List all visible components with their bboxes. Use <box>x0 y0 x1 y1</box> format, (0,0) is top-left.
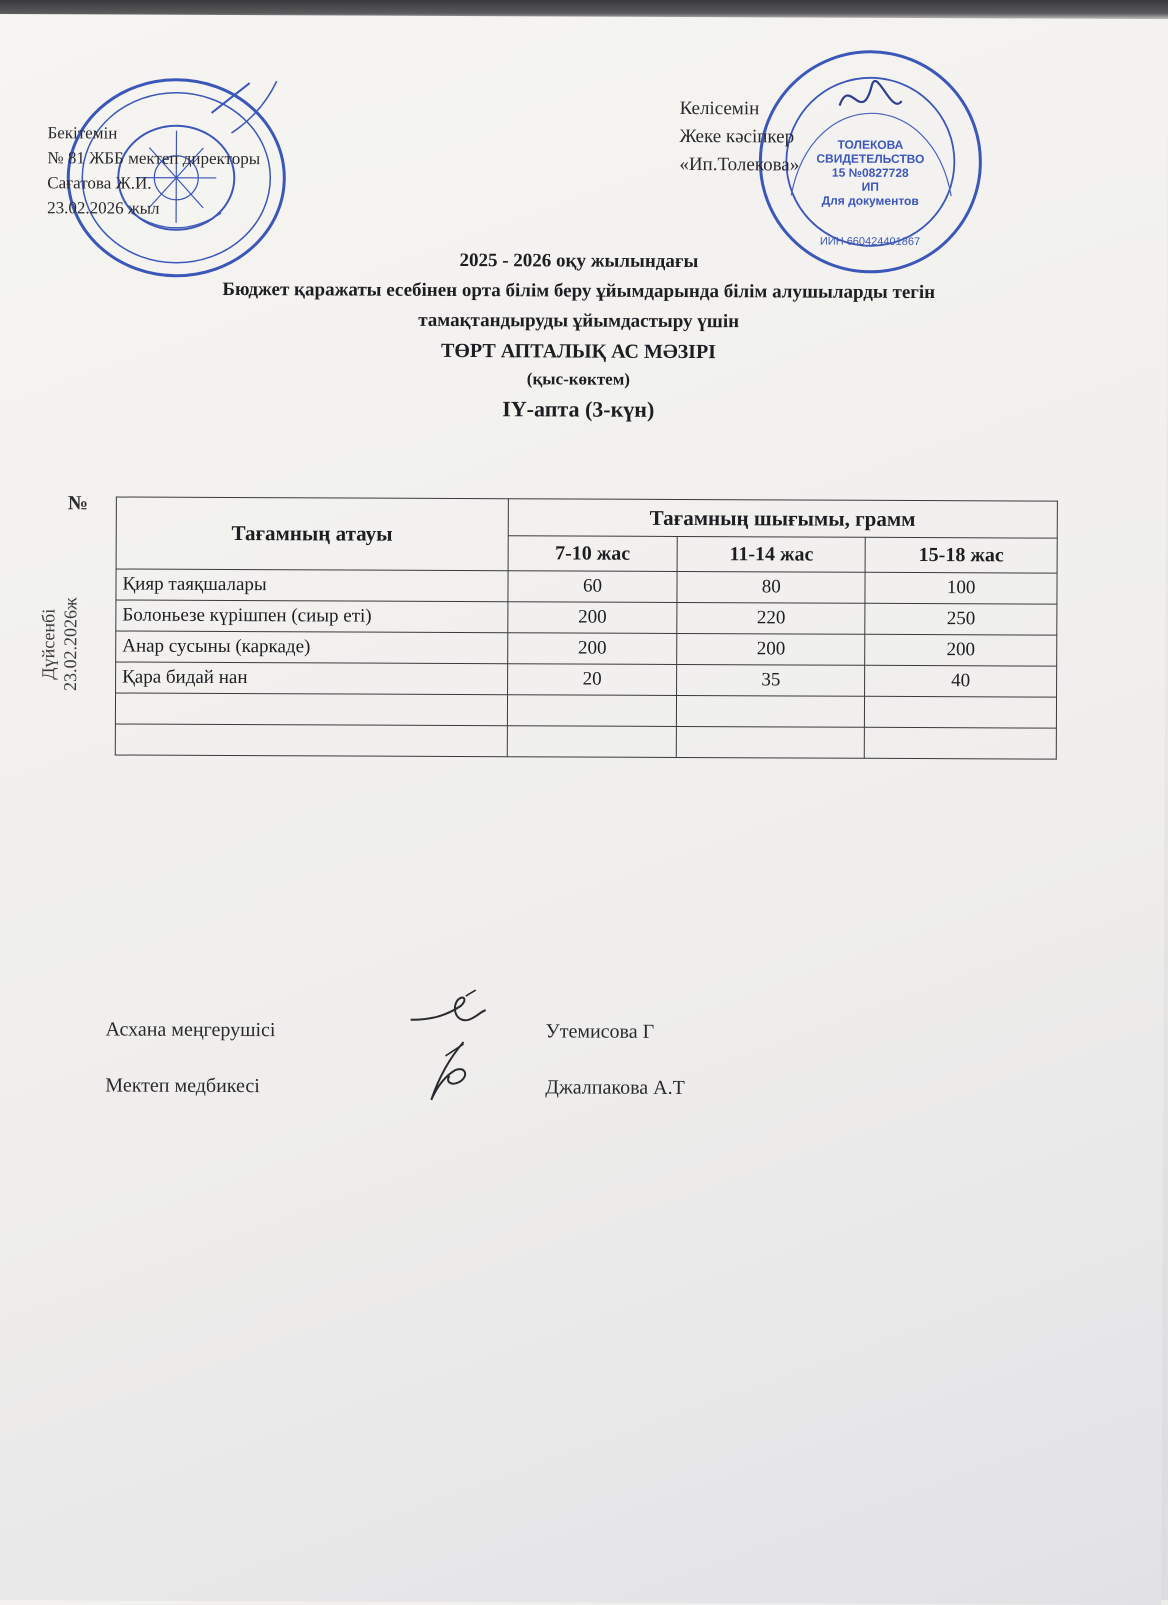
day-of-week: Дүйсенбі <box>38 608 59 680</box>
document-page <box>0 14 1168 1605</box>
table-row <box>116 662 1057 697</box>
header-yield: Тағамның шығымы, грамм <box>508 499 1058 538</box>
signature-mark-icon <box>415 1036 485 1106</box>
number-header: № <box>67 492 89 515</box>
seal-line-2: СВИДЕТЕЛЬСТВО <box>816 151 925 167</box>
table-row <box>116 569 1057 604</box>
document-headings <box>108 244 1049 428</box>
nurse-role: Мектеп медбикесі <box>105 1074 260 1098</box>
kitchen-head-name: Утемисова Г <box>545 1020 655 1043</box>
dish-name <box>115 693 507 726</box>
dish-yield-7-10 <box>507 726 677 758</box>
dish-yield-15-18: 250 <box>865 603 1057 635</box>
dish-yield-11-14: 35 <box>677 664 865 696</box>
season-label: (қыс-көктем) <box>526 369 631 389</box>
dish-yield-11-14 <box>677 695 865 727</box>
agreed-line-2: Жеке кәсіпкер <box>679 125 795 148</box>
dish-name: Болоньезе күрішпен (сиыр еті) <box>116 600 508 633</box>
approval-block <box>47 120 260 221</box>
agreed-line-1: Келісемін <box>679 97 760 120</box>
kitchen-head-role: Асхана меңгерушісі <box>105 1018 276 1042</box>
dish-yield-11-14: 220 <box>677 602 865 634</box>
dish-yield-15-18 <box>865 696 1057 728</box>
dish-name: Қияр таяқшалары <box>116 569 508 602</box>
agreed-line-3: «Ип.Толекова» <box>679 153 800 176</box>
header-age-3: 15-18 жас <box>865 537 1057 573</box>
table-header-row <box>116 497 1057 538</box>
seal-line-3: 15 №0827728 <box>831 165 909 180</box>
dish-yield-11-14 <box>677 726 865 758</box>
dish-yield-7-10: 200 <box>507 633 677 665</box>
signature-mark-icon <box>406 986 496 1036</box>
header-age-2: 11-14 жас <box>677 536 865 572</box>
heading-year: 2025 - 2026 оқу жылындағы <box>459 250 699 273</box>
dish-name: Қара бидай нан <box>116 662 508 695</box>
header-dish-name: Тағамның атауы <box>116 497 508 571</box>
table-row-empty <box>115 693 1056 728</box>
table-row-empty <box>115 724 1056 759</box>
dish-yield-7-10: 20 <box>507 664 677 696</box>
heading-line-2: Бюджет қаражаты есебінен орта білім беру ұйымдарында білім алушыларды тегін <box>222 278 936 304</box>
menu-date: 23.02.2026ж <box>60 597 81 692</box>
seal-iin: ИИН 660424401867 <box>819 235 921 249</box>
approve-line-3: Сағатова Ж.И. <box>47 173 152 193</box>
seal-line-5: Для документов <box>821 193 919 209</box>
dish-name <box>115 724 507 757</box>
nurse-name: Джалпакова А.Т <box>545 1076 685 1099</box>
dish-yield-7-10: 60 <box>508 571 678 603</box>
heading-line-3: тамақтандыруды ұйымдастыру үшін <box>418 309 740 333</box>
dish-yield-7-10 <box>507 695 677 727</box>
side-date <box>37 584 98 704</box>
dish-yield-15-18: 200 <box>865 634 1057 666</box>
header-age-1: 7-10 жас <box>508 536 678 572</box>
dish-name: Анар сусыны (каркаде) <box>116 631 508 664</box>
dish-yield-15-18 <box>864 727 1056 759</box>
dish-yield-11-14: 80 <box>677 571 865 603</box>
approve-line-2: № 81 ЖББ мектеп директоры <box>47 148 261 169</box>
approve-line-4: 23.02.2026 жыл <box>47 198 160 218</box>
approve-line-1: Бекітемін <box>47 123 118 143</box>
dish-yield-15-18: 100 <box>865 572 1057 604</box>
table-row <box>116 600 1057 635</box>
dish-yield-7-10: 200 <box>507 602 677 634</box>
seal-line-4: ИП <box>861 179 879 194</box>
dish-yield-15-18: 40 <box>865 665 1057 697</box>
week-label: IҮ-апта (3-күн) <box>502 396 655 422</box>
agreement-block <box>679 95 799 180</box>
table-row <box>116 631 1057 666</box>
seal-line-1: ТОЛЕКОВА <box>837 137 904 152</box>
dish-yield-11-14: 200 <box>677 633 865 665</box>
menu-table <box>115 497 1058 760</box>
menu-title: ТӨРТ АПТАЛЫҚ АС МӘЗІРІ <box>441 339 717 364</box>
